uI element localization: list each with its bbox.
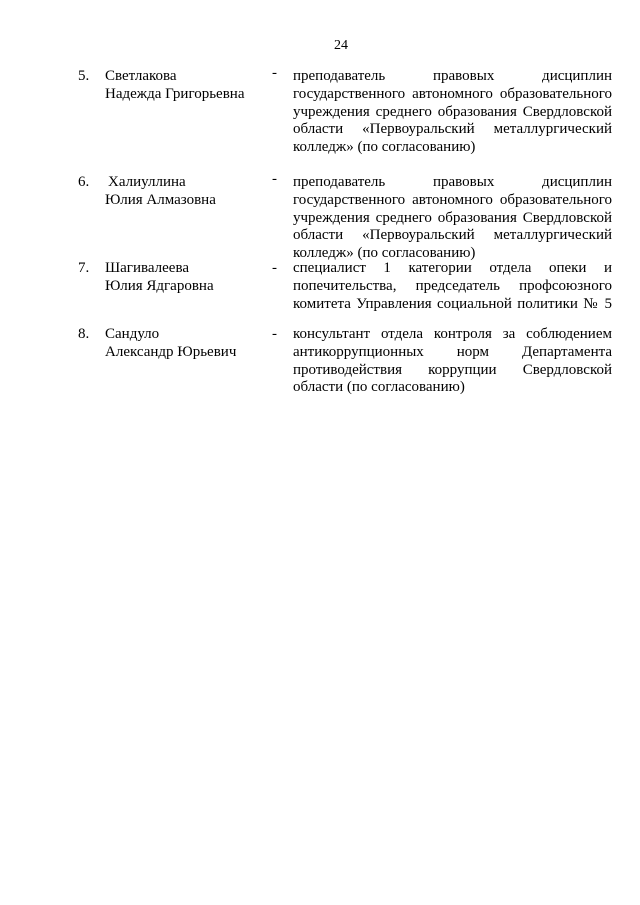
entry-number: 6. [78,174,90,190]
position-description [293,174,612,263]
description-line: антикоррупционных норм Департамента [293,343,612,360]
description-line: государственного автономного образовательного [293,191,612,208]
description-line: области (по согласованию) [293,379,465,396]
description-line: преподаватель правовых дисциплин [293,174,612,190]
description-line: попечительства, председатель профсоюзного [293,277,612,294]
surname: Халиуллина [108,174,186,190]
given-names: Александр Юрьевич [105,343,237,360]
description-line: области «Первоуральский металлургический [293,121,612,138]
description-line: колледж» (по согласованию) [293,245,476,262]
page-number: 24 [334,38,348,53]
given-names: Юлия Ядгаровна [105,277,214,294]
description-line: комитета Управления социальной политики № 5 [293,295,612,312]
dash-separator: - [272,65,277,81]
description-line: преподаватель правовых дисциплин [293,68,612,84]
person-name [105,174,216,210]
description-line: специалист 1 категории отдела опеки и [293,260,612,276]
description-line: консультант отдела контроля за соблюдением [293,326,612,342]
position-description [293,260,612,313]
entry-number: 5. [78,68,90,84]
description-line: государственного автономного образовательного [293,85,612,102]
position-description [293,326,612,397]
description-line: области «Первоуральский металлургический [293,227,612,244]
dash-separator: - [272,260,277,276]
position-description [293,68,612,157]
person-name [105,326,236,362]
given-names: Надежда Григорьевна [105,85,245,102]
surname: Светлакова [105,68,177,84]
person-name [105,260,214,296]
dash-separator: - [272,326,277,342]
surname: Сандуло [105,326,160,342]
entry-number: 8. [78,326,90,342]
entry-number: 7. [78,260,90,276]
dash-separator: - [272,171,277,187]
description-line: колледж» (по согласованию) [293,139,476,156]
person-name [105,68,244,104]
description-line: учреждения среднего образования Свердловской [293,103,612,120]
surname: Шагивалеева [105,260,189,276]
description-line: учреждения среднего образования Свердловской [293,209,612,226]
given-names: Юлия Алмазовна [105,191,216,208]
description-line: противодействия коррупции Свердловской [293,361,612,378]
